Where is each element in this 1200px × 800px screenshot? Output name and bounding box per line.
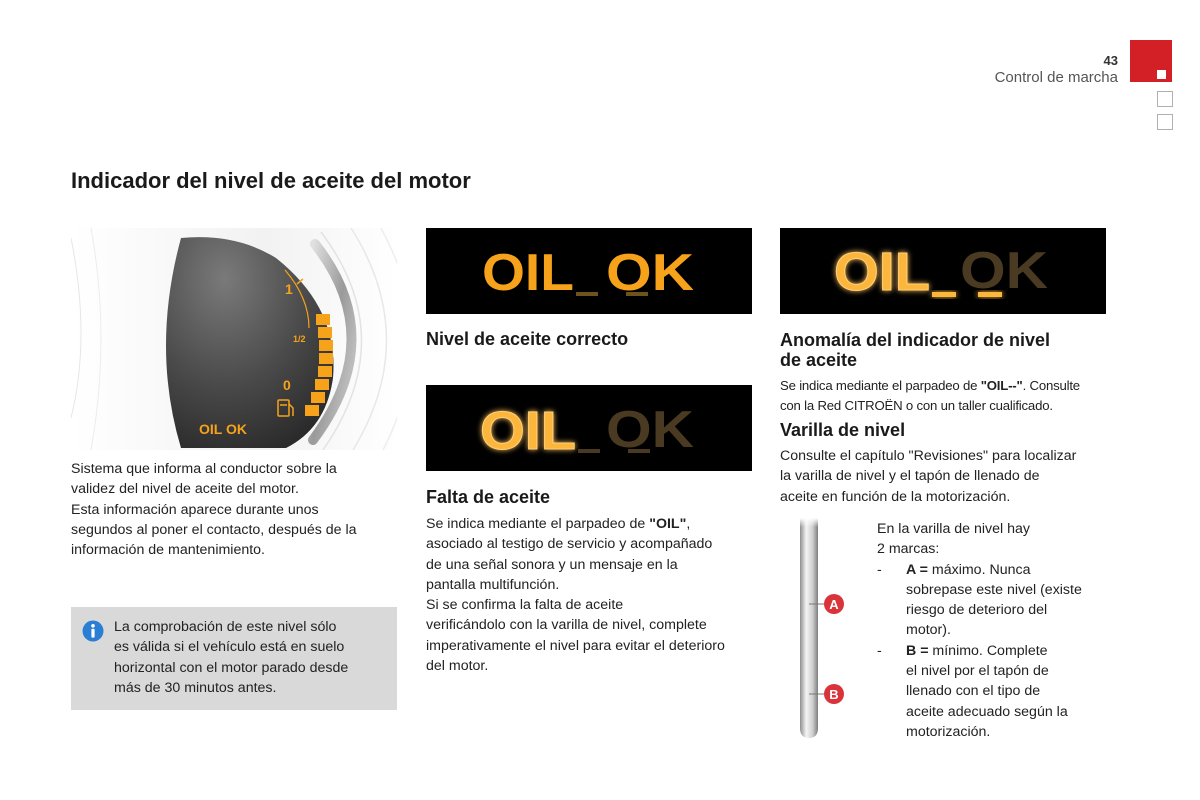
chapter-tab-box [1157,91,1173,107]
description-line: segundos al poner el contacto, después de la [71,521,357,538]
oil-lack-text [426,514,756,676]
system-description [71,459,391,560]
body-line: verificándolo con la varilla de nivel, complete [426,617,707,634]
mark-a-letter: A [829,597,839,612]
chapter-tab-active [1130,40,1172,82]
note-line: La comprobación de este nivel sólo [114,619,337,635]
oil-ok-display [426,228,752,314]
description-line: información de mantenimiento. [71,542,265,559]
mark-letter: A [906,561,916,578]
tab-marker [1157,70,1166,79]
mark-letter: B [906,642,917,659]
body-line: imperativamente el nivel para evitar el deterioro [426,637,725,654]
gauge-scale-half: 1/2 [293,334,306,344]
mark-eq: = [916,642,933,659]
note-line: horizontal con el motor parado desde [114,659,349,676]
body-line: riesgo de deterioro del [906,602,1048,619]
mark-a-label [824,594,844,614]
heading-line: Anomalía del indicador de nivel [780,330,1051,350]
display-ok-text: OK [960,242,1049,300]
text-run: Se indica mediante el parpadeo de [426,516,650,532]
description-line: validez del nivel de aceite del motor. [71,481,299,498]
body-line: de una señal sonora y un mensaje en la [426,556,678,573]
body-line: del motor. [426,658,489,675]
oil-gauge-illustration [71,228,397,450]
body-line: asociado al testigo de servicio y acompañado [426,536,713,553]
body-line: aceite en función de la motorización. [780,488,1011,505]
description-line: Esta información aparece durante unos [71,501,319,518]
mark-a-item [877,560,1107,641]
text-run: mínimo. Complete [932,642,1048,659]
display-oil-text: OIL [482,244,574,302]
body-line: Si se confirma la falta de aceite [426,597,624,614]
list-dash: - [877,561,882,578]
mark-b-item [877,641,1107,742]
gauge-scale-1: 1 [285,281,293,297]
fault-text [780,376,1120,417]
display-underscore [578,449,600,453]
body-line: llenado con el tipo de [906,683,1041,700]
marks-intro: 2 marcas: [877,541,940,558]
body-line: pantalla multifunción. [426,576,560,593]
mark-b-label [824,684,844,704]
display-underscore [576,292,598,296]
text-run: Se indica mediante el parpadeo de [780,378,981,393]
oil-lack-display [426,385,752,471]
mark-eq: = [915,561,932,578]
dipstick-marks-text [877,519,1107,742]
body-line: con la Red CITROËN o con un taller cualificado. [780,398,1053,414]
body-line: Consulte el capítulo "Revisiones" para localizar [780,448,1077,464]
list-dash: - [877,642,882,659]
heading-oil-lack: Falta de aceite [426,487,551,507]
body-line: sobrepase este nivel (existe [906,581,1082,598]
dipstick-text [780,446,1120,507]
text-run: máximo. Nunca [931,561,1031,578]
info-icon [82,620,104,642]
heading-level-ok: Nivel de aceite correcto [426,329,629,349]
info-note [71,607,397,710]
gauge-display-text: OIL OK [199,421,247,437]
body-line: motorización. [906,723,991,740]
display-oil-text: OIL [480,401,576,461]
text-run-bold: "OIL--" [980,378,1023,393]
page-number: 43 [1103,53,1118,68]
display-ok-text: OK [606,244,695,302]
body-line: aceite adecuado según la [906,703,1068,720]
heading-line: de aceite [780,350,858,370]
oil-fault-display [780,228,1106,314]
page-title: Indicador del nivel de aceite del motor [71,168,471,193]
mark-b-letter: B [829,687,839,702]
note-line: más de 30 minutos antes. [114,679,277,696]
body-line: el nivel por el tapón de [906,663,1049,680]
text-run-bold: "OIL" [649,516,687,532]
text-run: , [686,516,691,532]
display-oil-text: OIL [834,242,930,302]
description-line: Sistema que informa al conductor sobre la [71,461,337,477]
heading-dipstick: Varilla de nivel [780,420,906,440]
body-line: motor). [906,622,951,639]
body-line: la varilla de nivel y el tapón de llenado de [780,468,1040,485]
gauge-scale-0: 0 [283,377,291,393]
display-ok-text: OK [606,401,695,459]
chapter-tab-box [1157,114,1173,130]
section-title: Control de marcha [994,69,1118,86]
marks-intro: En la varilla de nivel hay [877,521,1030,537]
note-line: es válida si el vehículo está en suelo [114,639,345,656]
text-run: . Consulte [1022,378,1080,393]
dipstick-illustration [790,518,860,742]
display-underscore-lit [932,292,956,297]
heading-indicator-fault [780,330,1110,370]
